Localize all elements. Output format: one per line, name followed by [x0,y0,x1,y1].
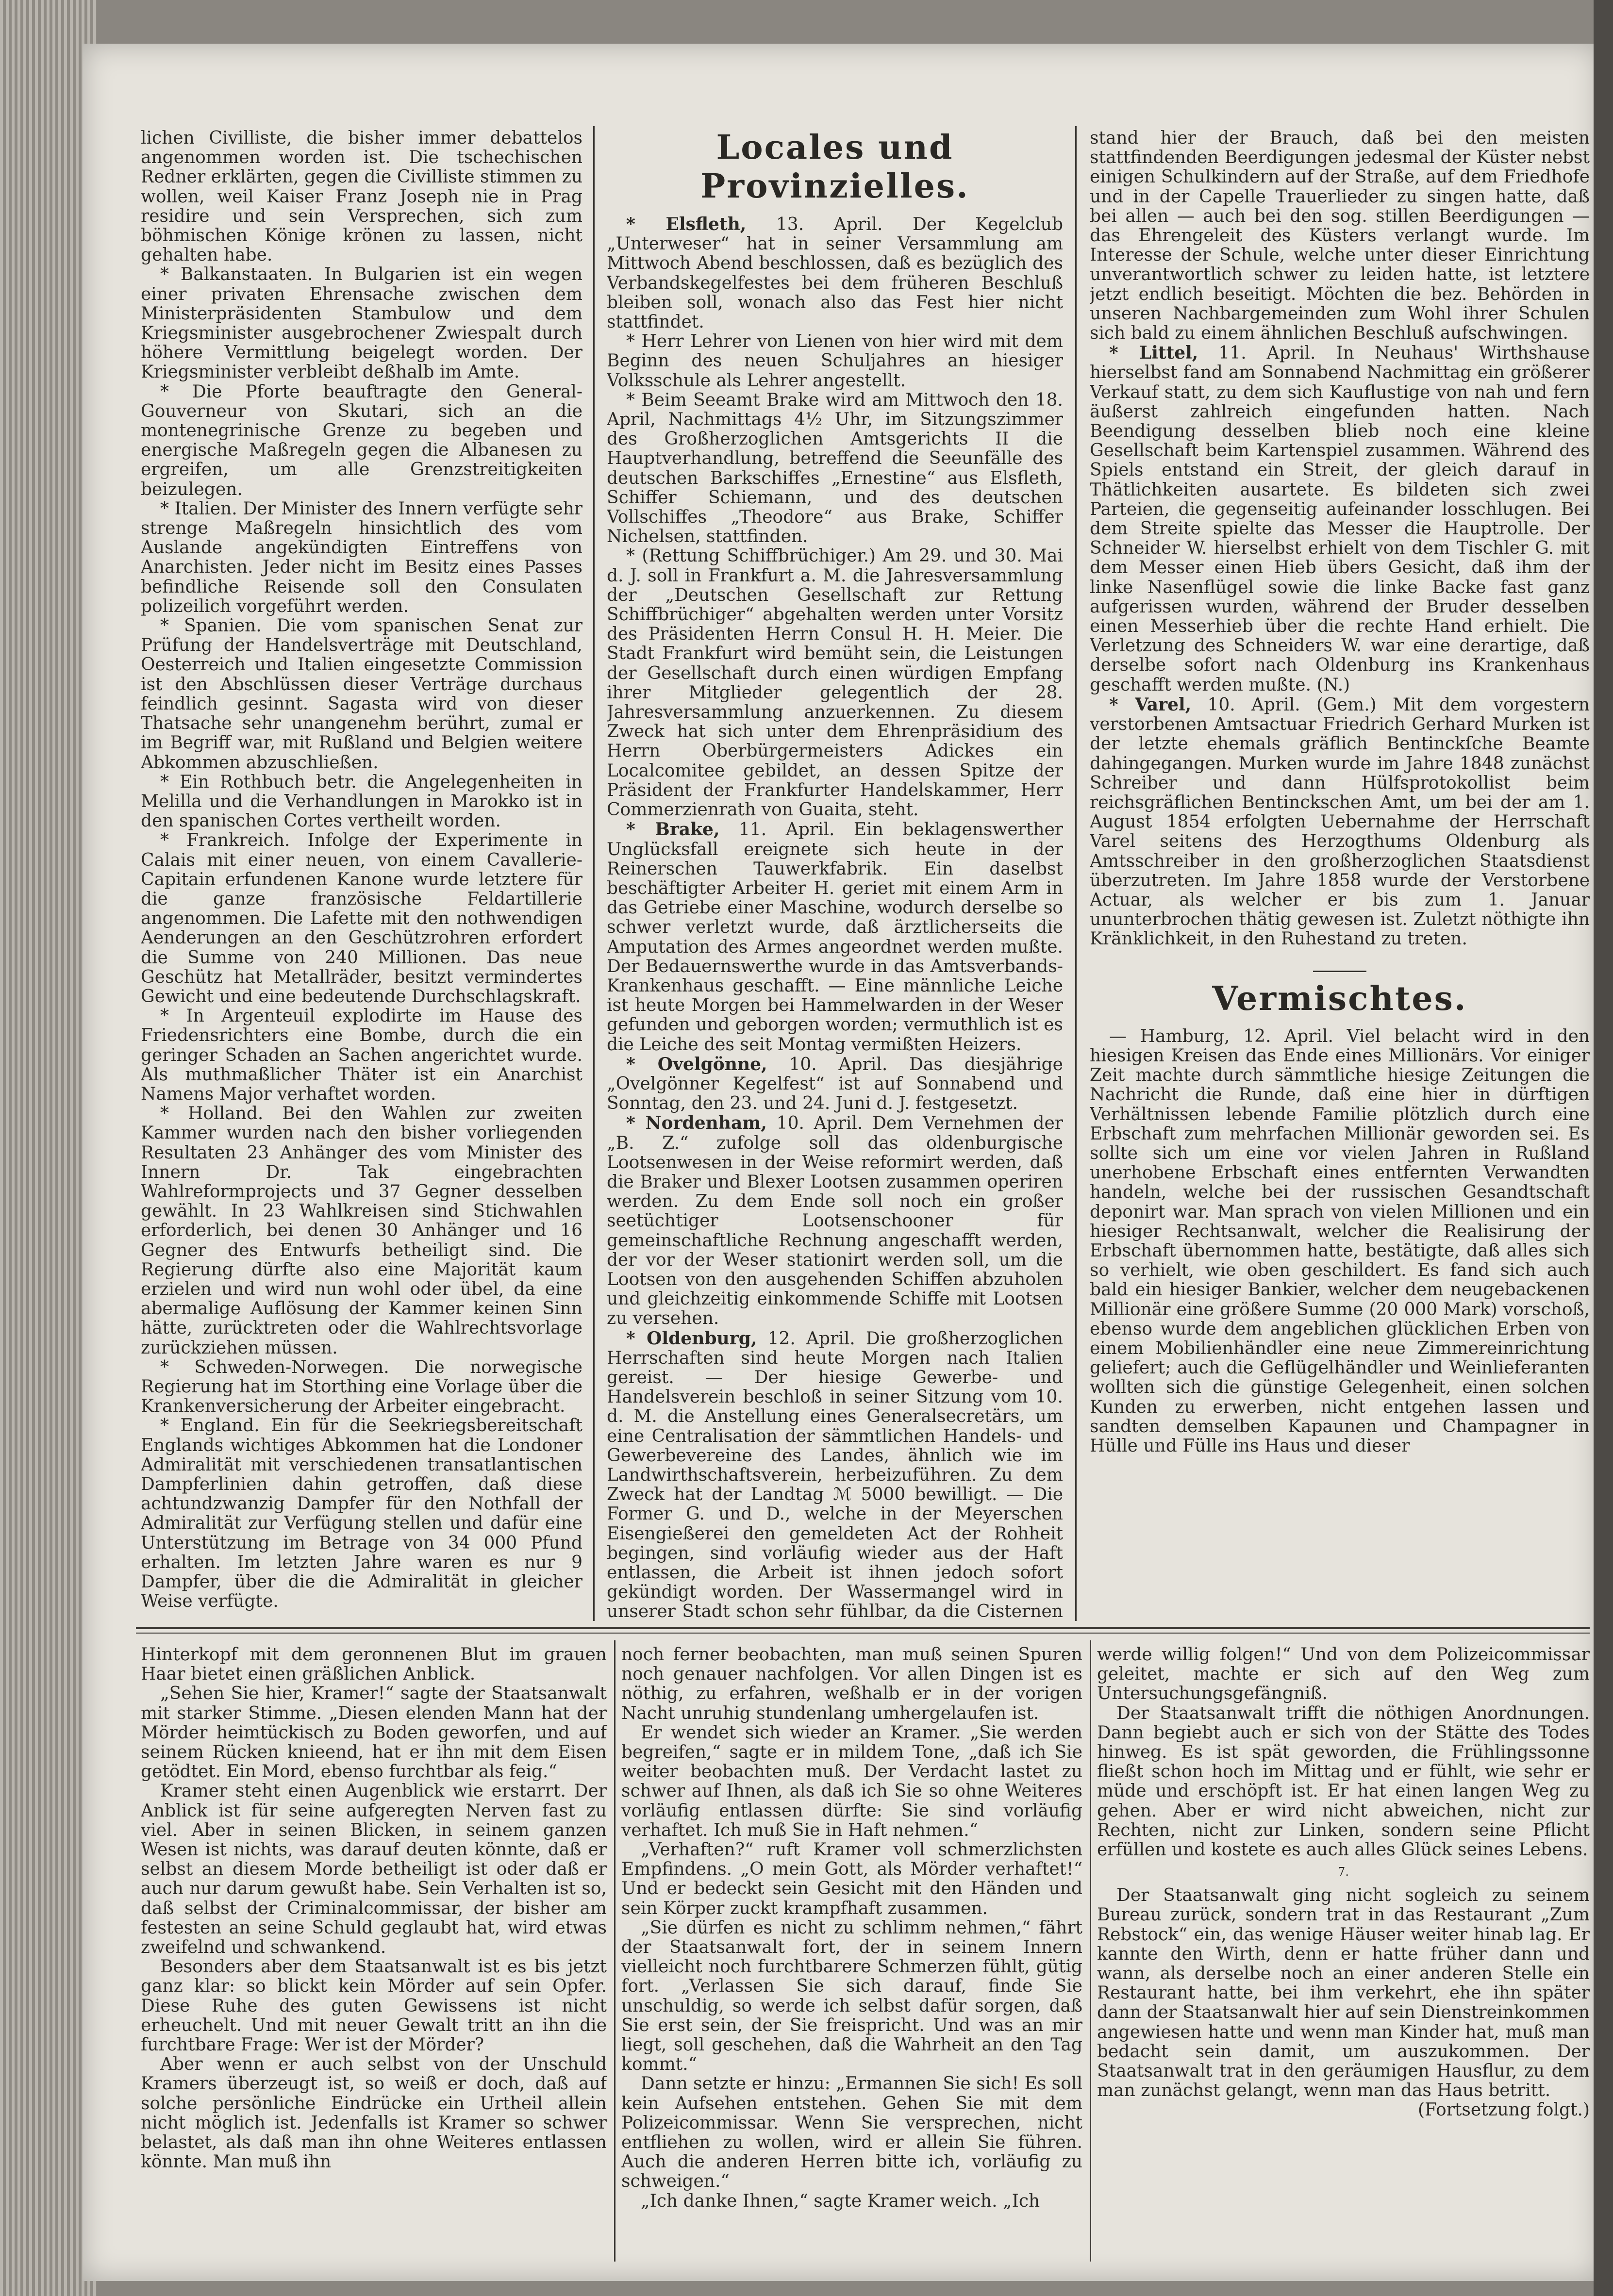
paragraph-text: Hinterkopf mit dem geronnenen Blut im grauen Haar bietet einen gräßlichen Anblick. [141,1645,607,1685]
article-paragraph [141,1782,607,1957]
article-paragraph [1090,129,1590,343]
column-rule [1075,126,1077,1621]
article-paragraph [1090,1027,1590,1456]
dateline-place: * Brake, [626,819,720,840]
paragraph-text: — Hamburg, 12. April. Viel belacht wird in den hiesigen Kreisen das Ende eines Millionärs. Vor einiger Zeit machte durch sämmtliche hiesige Zeitungen die Nachricht die Runde, daß eine hier in dürftigen Verhältnissen lebende Familie plötzlich durch eine Erbschaft zum mehrfachen Millionär geworden sei. Es sollte sich um eine vor vielen Jahren in Rußland unerhobene Erbschaft eines entfernten Verwandten handeln, welche bei der russischen Gesandtschaft deponirt war. Man sprach von vielen Millionen und ein hiesiger Rechtsanwalt, welcher die Realisirung der Erbschaft übernommen hatte, bestätigte, daß alles sich so verhielt, wie oben geschildert. Es fand sich auch bald ein hiesiger Bankier, welcher dem neugebackenen Millionär eine größere Summe (20 000 Mark) vorschoß, ebenso wurde dem angeblichen glücklichen Erben von einem Mobilienhändler eine neue Zimmereinrichtung geliefert; auch die Geflügelhändler und Weinlieferanten wollten sich die günstige Gelegenheit, einen solchen Kunden zu erwerben, nicht entgehen lassen und sandten demselben Kapaunen und Champagner in Hülle und Fülle ins Haus und dieser [1090,1026,1590,1456]
article-paragraph [1097,2100,1590,2120]
page-shadow-edge [1594,0,1613,2296]
local-news-heading: Locales und Provinzielles. [700,128,969,206]
serial-story-column-2 [621,1645,1082,2262]
article-paragraph [607,1329,1063,1621]
paragraph-text: Aber wenn er auch selbst von der Unschuld Kramers überzeugt ist, so weiß er doch, daß auf solche persönliche Eindrücke ein Urtheil allein nicht möglich ist. Jedenfalls ist Kramer so schwer belastet, als daß man ihn ohne Weiteres entlassen könnte. Man muß ihn [141,2054,607,2172]
paragraph-text: „Verhaften?“ ruft Kramer voll schmerzlichsten Empfindens. „O mein Gott, als Mörder verhaftet!“ Und er bedeckt sein Gesicht mit den Händen und sein Körper zuckt krampfhaft zusammen. [621,1840,1082,1918]
paragraph-text: 11. April. In Neuhaus' Wirthshause hierselbst fand am Sonnabend Nachmittag ein größerer Verkauf statt, zu dem sich Kauflustige von nah und fern äußerst zahlreich eingefunden hatten. Nach Beendigung desselben blieb noch eine kleine Gesellschaft beim Kartenspiel zusammen. Während des Spiels entstand ein Streit, der gleich darauf in Thätlichkeiten ausartete. Es bildeten sich zwei Parteien, die gegenseitig aufeinander losschlugen. Bei dem Streite spielte das Messer die Hauptrolle. Der Schneider W. hierselbst erhielt von dem Tischler G. mit dem Messer einen Hieb übers Gesicht, daß ihm der linke Nasenflügel sowie die linke Backe fast ganz aufgerissen wurden, während der Bruder desselben einen Messerhieb über die rechte Hand erhielt. Die Verletzung des Schneiders W. war eine derartige, daß derselbe sofort nach Oldenburg ins Krankenhaus geschafft werden mußte. (N.) [1090,343,1590,695]
article-paragraph [607,391,1063,547]
paragraph-text: * Italien. Der Minister des Innern verfügte sehr strenge Maßregeln hinsichtlich des vom Auslande angekündigten Eintreffens von Anarchisten. Jeder nicht im Besitz eines Passes befindliche Reisende soll den Consulaten polizeilich vorgeführt werden. [141,498,582,616]
article-paragraph [141,499,582,616]
column-rule [614,1640,615,2262]
article-paragraph [607,215,1063,332]
article-paragraph [141,616,582,773]
paragraph-text: 13. April. Der Kegelclub „Unterweser“ hat in seiner Versammlung am Mittwoch Abend beschlossen, daß es bezüglich des Verbandskegelfestes bei dem früheren Beschluß bleiben soll, wonach also das Fest hier nicht stattfindet. [607,215,1063,332]
article-paragraph [1090,695,1590,949]
paragraph-text: * Spanien. Die vom spanischen Senat zur Prüfung der Handelsverträge mit Deutschland, Oesterreich und Italien eingesetzte Commission ist den Abschlüssen dieser Verträge durchaus feindlich gesinnt. Sagasta wird von dieser Thatsache sehr unangenehm berührt, zumal er im Begriff war, mit Rußland und Belgien weitere Abkommen abzuschließen. [141,616,582,773]
article-paragraph [141,2055,607,2172]
paragraph-text: Kramer steht einen Augenblick wie erstarrt. Der Anblick ist für seine aufgeregten Nerven fast zu viel. Aber in seinen Blicken, in seinem ganzen Wesen ist nichts, was darauf deuten könnte, daß er selbst an diesem Morde betheiligt ist oder daß er auch nur darum gewußt habe. Sein Verhalten ist so, daß selbst der Criminalcommissar, der bisher am festesten an seine Schuld geglaubt hat, wird etwas zweifelnd und schwankend. [141,1781,607,1958]
article-paragraph [621,2074,1082,2191]
dateline-place: * Elsfleth, [626,214,747,234]
article-paragraph [141,1358,582,1417]
paragraph-text: * Ein Rothbuch betr. die Angelegenheiten in Melilla und die Verhandlungen in Marokko ist in den spanischen Cortes vertheilt worden. [141,772,582,831]
article-paragraph [141,1684,607,1782]
column-rule [1090,1640,1091,2262]
serial-story-column-1 [141,1645,607,2262]
paragraph-text: * Holland. Bei den Wahlen zur zweiten Kammer wurden nach den bisher vorliegenden Resultaten 23 Anhänger des vom Minister des Innern Dr. Tak eingebrachten Wahlreformprojects und 37 Gegner desselben gewählt. In 23 Wahlkreisen sind Stichwahlen erforderlich, bei denen 30 Anhänger und 16 Gegner des Entwurfs betheiligt sind. Die Regierung dürfte also eine Majorität kaum erzielen und wird nun wohl oder übel, da eine abermalige Auflösung der Kammer keinen Sinn hätte, zurücktreten oder die Wahlrechtsvorlage zurückziehen müssen. [141,1104,582,1358]
paragraph-text: Dann setzte er hinzu: „Ermannen Sie sich! Es soll kein Aufsehen entstehen. Gehen Sie mit dem Polizeicommissar. Wenn Sie versprechen, nicht entfliehen zu wollen, wird er allein Sie führen. Auch die anderen Herren bitte ich, vorläufig zu schweigen.“ [621,2074,1082,2192]
article-paragraph [141,1104,582,1358]
paragraph-text: 11. April. Ein beklagenswerther Unglücksfall ereignete sich heute in der Reinerschen Tauwerkfabrik. Ein daselbst beschäftigter Arbeiter H. geriet mit einem Arm in das Getriebe einer Maschine, wodurch derselbe so schwer verletzt wurde, daß ärztlicherseits die Amputation des Armes angeordnet werden mußte. Der Bedauernswerthe wurde in das Amtsverbands-Krankenhaus geschafft. — Eine männliche Leiche ist heute Morgen bei Hammelwarden in der Weser gefunden und geborgen worden; vermuthlich ist es die Leiche des seit Montag vermißten Heizers. [607,820,1063,1055]
article-paragraph [607,820,1063,1054]
article-paragraph [607,1055,1063,1114]
article-paragraph [621,2192,1082,2211]
feuilleton-separator [136,1633,1590,1634]
article-paragraph [621,1645,1082,1723]
dateline-place: * Oldenburg, [626,1328,757,1349]
paragraph-text: Besonders aber dem Staatsanwalt ist es bis jetzt ganz klar: so blickt kein Mörder auf sein Opfer. Diese Ruhe des guten Gewissens ist nicht erheuchelt. Und mit neuer Gewalt tritt an ihn die furchtbare Frage: Wer ist der Mörder? [141,1957,607,2055]
paragraph-text: Der Staatsanwalt ging nicht sogleich zu seinem Bureau zurück, sondern trat in das Restaurant „Zum Rebstock“ ein, das wenige Häuser weiter hinab lag. Er kannte den Wirth, denn er hatte früher dann und wann, als derselbe noch an einer anderen Stelle ein Restaurant hatte, bei ihm verkehrt, ehe ihn später dann der Staatsanwalt hier auf sein Dienstreinkommen angewiesen hatte und wenn man Kinder hat, muß man bedacht sein damit, um auszukommen. Der Staatsanwalt trat in den geräumigen Hausflur, zu dem man zunächst gelangt, wenn man das Haus betritt. [1097,1885,1590,2101]
feuilleton-separator [136,1627,1590,1629]
political-news-column [141,129,582,1619]
chapter-number [1097,1865,1590,1879]
paragraph-text: 12. April. Die großherzoglichen Herrschaften sind heute Morgen nach Italien gereist. — Der hiesige Gewerbe- und Handelsverein beschloß in seiner Sitzung vom 10. d. M. die Anstellung eines Generalsecretärs, um eine Centralisation der sämmtlichen Handels- und Gewerbevereine des Landes, ähnlich wie im Landwirthschaftsverein, herbeizuführen. Zu dem Zweck hat der Landtag ℳ 5000 bewilligt. — Die Former G. und D., welche in der Meyerschen Eisengießerei den gemeldeten Act der Rohheit begingen, sind vorläufig wieder aus der Haft entlassen, die Arbeit ist ihnen jedoch sofort gekündigt worden. Der Wassermangel wird in unserer Stadt schon sehr fühlbar, da die Cisternen [607,1328,1063,1621]
article-paragraph [607,332,1063,391]
paragraph-text: 7. [1338,1865,1349,1879]
paragraph-text: * Frankreich. Infolge der Experimente in Calais mit einer neuen, von einem Cavallerie-Capitain erfundenen Kanone wurde letztere für die ganze französische Feldartillerie angenommen. Die Lafette mit den nothwendigen Aenderungen an den Geschützrohren erfordert die Summe von 240 Millionen. Das neue Geschütz hat Metallräder, besitzt vermindertes Gewicht und eine bedeutende Durchschlagskraft. [141,830,582,1007]
serial-story-column-3 [1097,1645,1590,2262]
paragraph-text: (Fortsetzung folgt.) [1418,2100,1590,2120]
paragraph-text: lichen Civilliste, die bisher immer debattelos angenommen worden ist. Die tschechischen Redner erklärten, gegen die Civilliste stimmen zu wollen, weil Kaiser Franz Joseph nie in Prag residire und sein Versprechen, sich zum böhmischen Könige krönen zu lassen, nicht gehalten habe. [141,129,582,265]
paragraph-text: * Beim Seeamt Brake wird am Mittwoch den 18. April, Nachmittags 4½ Uhr, im Sitzungszimmer des Großherzoglichen Amtsgerichts II die Hauptverhandlung, betreffend die Seeunfälle des deutschen Barkschiffes „Ernestine“ aus Elsfleth, Schiffer Schiemann, und des deutschen Vollschiffes „Theodore“ aus Brake, Schiffer Nichelsen, stattfinden. [607,390,1063,547]
paragraph-text: 10. April. Das diesjährige „Ovelgönner Kegelfest“ ist auf Sonnabend und Sonntag, den 23. und 24. Juni d. J. festgesetzt. [607,1054,1063,1114]
article-paragraph [141,773,582,831]
paragraph-text: noch ferner beobachten, man muß seinen Spuren noch genauer nachfolgen. Vor allen Dingen ist es nöthig, zu erfahren, weßhalb er in der vorigen Nacht unruhig stundenlang umhergelaufen ist. [621,1645,1082,1723]
miscellaneous-heading: Vermischtes. [1212,979,1467,1018]
section-divider [1090,957,1590,976]
newspaper-page [83,44,1599,2281]
article-paragraph [621,1840,1082,1918]
paragraph-text: Der Staatsanwalt trifft die nöthigen Anordnungen. Dann begiebt auch er sich von der Stätte des Todes hinweg. Es ist spät geworden, die Frühlingssonne fließt schon hoch im Mittag und er fühlt, wie sehr er müde und erschöpft ist. Er hat einen langen Weg zu gehen. Aber er wird nicht abweichen, nicht zur Rechten, nicht zur Linken, sondern seine Pflicht erfüllen und kostete es auch alles Glück seines Lebens. [1097,1703,1590,1860]
paragraph-text: * England. Ein für die Seekriegsbereitschaft Englands wichtiges Abkommen hat die Londoner Admiralität mit verschiedenen transatlantischen Dampferlinien dahin getroffen, daß diese achtundzwanzig Dampfer für den Nothfall der Admiralität zur Verfügung stellen und dafür eine Unterstützung im Betrage von 34 000 Pfund erhalten. Im letzten Jahre waren es nur 9 Dampfer, über die die Admiralität in gleicher Weise verfügte. [141,1416,582,1612]
local-news-column [607,126,1063,1621]
article-paragraph [1097,1886,1590,2100]
dateline-place: * Littel, [1109,343,1198,363]
article-paragraph [1090,343,1590,695]
paragraph-text: * Balkanstaaten. In Bulgarien ist ein wegen einer privaten Ehrensache zwischen dem Ministerpräsidenten Stambulow und dem Kriegsminister ausgebrochener Zwiespalt durch höhere Vermittlung beigelegt worden. Der Kriegsminister verbleibt deßhalb im Amte. [141,264,582,382]
article-paragraph [607,1113,1063,1328]
article-paragraph [141,382,582,499]
article-paragraph [141,1416,582,1611]
column-rule [593,126,595,1621]
paragraph-text: „Sehen Sie hier, Kramer!“ sagte der Staatsanwalt mit starker Stimme. „Diesen elenden Mann hat der Mörder heimtückisch zu Boden geworfen, und auf seinem Rücken knieend, hat er ihn mit dem Eisen getödtet. Ein Mord, ebenso furchtbar als feig.“ [141,1684,607,1782]
paragraph-text: „Ich danke Ihnen,“ sagte Kramer weich. „Ich [641,2191,1040,2211]
article-paragraph [621,1723,1082,1840]
article-paragraph [1097,1704,1590,1860]
article-paragraph [141,129,582,265]
article-paragraph [141,831,582,1007]
paragraph-text: * (Rettung Schiffbrüchiger.) Am 29. und 30. Mai d. J. soll in Frankfurt a. M. die Jahresversammlung der „Deutschen Gesellschaft zur Rettung Schiffbrüchiger“ abgehalten werden unter Vorsitz des Präsidenten Herrn Consul H. H. Meier. Die Stadt Frankfurt wird bemüht sein, die Leistungen der Gesellschaft durch einen würdigen Empfang ihrer Mitglieder gelegentlich der 28. Jahresversammlung anzuerkennen. Zu diesem Zweck hat sich unter dem Ehrenpräsidium des Herrn Oberbürgermeisters Adickes ein Localcomitee gebildet, an dessen Spitze der Präsident der Frankfurter Handelskammer, Herr Commerzienrath von Guaita, steht. [607,546,1063,820]
paragraph-text: werde willig folgen!“ Und von dem Polizeicommissar geleitet, machte er sich auf den Weg zum Untersuchungsgefängniß. [1097,1645,1590,1704]
article-paragraph [141,1957,607,2055]
dateline-place: * Varel, [1109,694,1192,715]
paragraph-text: stand hier der Brauch, daß bei den meisten stattfindenden Beerdigungen jedesmal der Küster nebst einigen Schulkindern auf der Straße, auf dem Friedhofe und in der Capelle Trauerlieder zu singen hatte, daß bei allen — auch bei den sog. stillen Beerdigungen — das Ehrengeleit des Küsters verlangt wurde. Im Interesse der Schule, welche unter dieser Einrichtung unverantwortlich schwer zu leiden hatte, ist letztere jetzt endlich beseitigt. Möchten die bez. Behörden in unseren Nachbargemeinden zum Wohl ihrer Schulen sich bald zu einem ähnlichen Beschluß aufschwingen. [1090,129,1590,344]
paragraph-text: * Herr Lehrer von Lienen von hier wird mit dem Beginn des neuen Schuljahres an hiesiger Volksschule als Lehrer angestellt. [607,331,1063,391]
article-paragraph [607,546,1063,820]
article-paragraph [141,1007,582,1104]
local-news-column-continued [1090,129,1590,1621]
article-paragraph [141,265,582,382]
paragraph-text: * In Argenteuil explodirte im Hause des Friedensrichters eine Bombe, durch die ein geringer Schaden an Sachen angerichtet wurde. Als muthmaßlicher Thäter ist ein Anarchist Namens Major verhaftet worden. [141,1006,582,1104]
article-paragraph [621,1918,1082,2075]
paragraph-text: „Sie dürfen es nicht zu schlimm nehmen,“ fährt der Staatsanwalt fort, der in seinem Innern vielleicht noch furchtbarere Schmerzen fühlt, gütig fort. „Verlassen Sie sich darauf, finde Sie unschuldig, so werde ich selbst dafür sorgen, daß Sie erst sein, der Sie freispricht. Und was an mir liegt, soll geschehen, daß die Wahrheit an den Tag kommt.“ [621,1917,1082,2075]
paragraph-text: 10. April. (Gem.) Mit dem vorgestern verstorbenen Amtsactuar Friedrich Gerhard Murken ist der letzte ehemals gräflich Bentinckſche Beamte dahingegangen. Murken wurde im Jahre 1848 zunächst Schreiber und dann Hülfsprotokollist beim reichsgräflichen Bentinckschen Amt, um bei der am 1. August 1854 erfolgten Uebernahme der Herrschaft Varel seitens des Herzogthums Oldenburg als Amtsschreiber in den großherzoglichen Staatsdienst überzutreten. Im Jahre 1858 wurde der Verstorbene Actuar, als welcher er bis zum 1. Januar ununterbrochen thätig gewesen ist. Zuletzt nöthigte ihn Kränklichkeit, in den Ruhestand zu treten. [1090,694,1590,949]
article-paragraph [141,1645,607,1684]
paragraph-text: * Schweden-Norwegen. Die norwegische Regierung hat im Storthing eine Vorlage über die Krankenversicherung der Arbeiter eingebracht. [141,1357,582,1417]
dateline-place: * Nordenham, [626,1113,767,1134]
paragraph-text: Er wendet sich wieder an Kramer. „Sie werden begreifen,“ sagte er in mildem Tone, „daß ich Sie weiter beobachten muß. Der Verdacht lastet zu schwer auf Ihnen, als daß ich Sie so ohne Weiteres vorläufig entlassen dürfte: Sie sind vorläufig verhaftet. Ich muß Sie in Haft nehmen.“ [621,1722,1082,1840]
paragraph-text: * Die Pforte beauftragte den General-Gouverneur von Skutari, sich an die montenegrinische Grenze zu begeben und energische Maßregeln gegen die Albanesen zu ergreifen, um alle Grenzstreitigkeiten beizulegen. [141,381,582,499]
article-paragraph [1097,1645,1590,1704]
dateline-place: * Ovelgönne, [626,1054,767,1074]
paragraph-text: 10. April. Dem Vernehmen der „B. Z.“ zufolge soll das oldenburgische Lootsenwesen in der Weise reformirt werden, daß die Braker und Blexer Lootsen zusammen operiren werden. Zu dem Ende soll noch ein großer seetüchtiger Lootsenschooner für gemeinschaftliche Rechnung angeschafft werden, der vor der Weser stationirt werden soll, um die Lootsen von den ausgehenden Schiffen abzuholen und gleichzeitig einkommende Schiffe mit Lootsen zu versehen. [607,1113,1063,1329]
